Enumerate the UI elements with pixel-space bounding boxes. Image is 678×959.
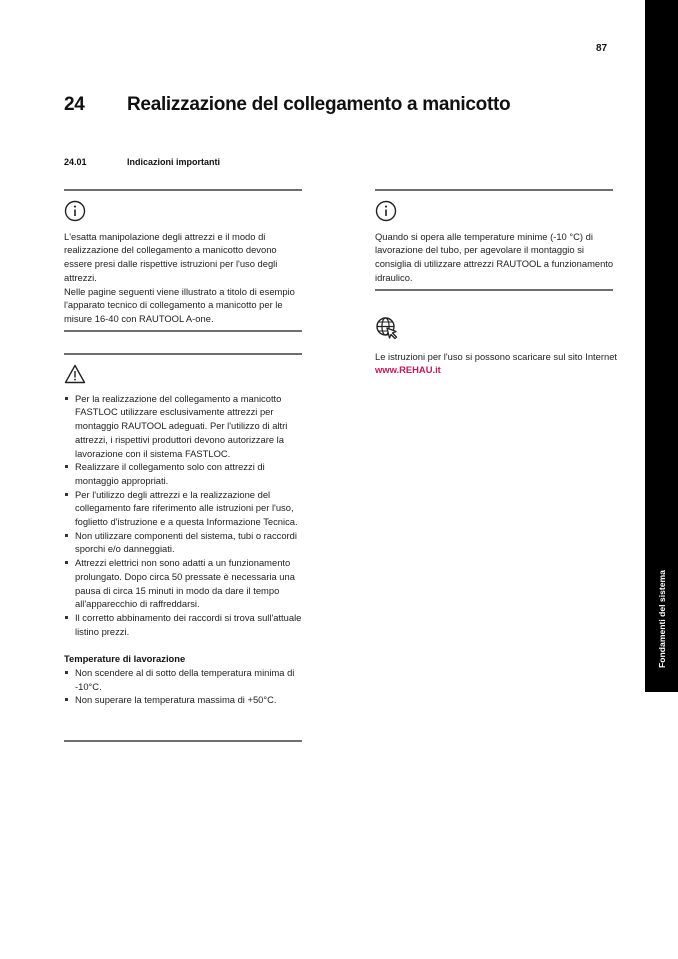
chapter-title: Realizzazione del collegamento a manicotto — [127, 94, 511, 115]
right-info-rule-bottom — [375, 289, 613, 291]
left-info-box — [64, 200, 304, 326]
info-paragraph: Quando si opera alle temperature minime (-10 °C) di lavorazione del tubo, per agevolare il montaggio si consiglia di utilizzare attrezzi RAUTOOL a funzionamento idraulico. — [375, 230, 614, 283]
warning-icon — [64, 364, 304, 388]
left-info-rule-bottom — [64, 330, 302, 332]
side-tab-label: Fondamenti del sistema — [656, 570, 667, 668]
info-paragraph: L'esatta manipolazione degli attrezzi e il modo di realizzazione del collegamento a manicotto devono essere presi dalle rispettive istruzioni per l'uso degli attrezzi. — [64, 230, 278, 283]
right-info-rule-top — [375, 189, 613, 191]
info-icon — [375, 200, 617, 226]
section-title: Indicazioni importanti — [127, 157, 221, 167]
rehau-website-link[interactable]: www.REHAU.it — [375, 364, 441, 376]
list-item: Non superare la temperatura massima di +50°C. — [64, 693, 304, 707]
web-link-icon — [375, 316, 617, 344]
web-note-label: Le istruzioni per l'uso si possono scaricare sul sito Internet — [375, 350, 618, 362]
right-info-box — [375, 200, 617, 285]
warning-rule-top — [64, 353, 302, 355]
list-item: Realizzare il collegamento solo con attrezzi di montaggio appropriati. — [64, 460, 304, 487]
warning-box — [64, 364, 304, 707]
left-info-rule-top — [64, 189, 302, 191]
web-note-text — [375, 350, 617, 377]
list-item: Attrezzi elettrici non sono adatti a un funzionamento prolungato. Dopo circa 50 pressate è necessaria una pausa di circa 15 minuti in modo da dare il tempo all'apparecchio di raffreddarsi. — [64, 556, 304, 611]
info-icon — [64, 200, 304, 226]
info-paragraph: Nelle pagine seguenti viene illustrato a titolo di esempio l'apparato tecnico di collegamento a manicotto per le misure 16-40 con RAUTOOL A-one. — [64, 285, 295, 324]
warning-list — [64, 392, 304, 639]
section-number: 24.01 — [64, 157, 87, 167]
side-tab — [645, 0, 678, 692]
list-item: Il corretto abbinamento dei raccordi si trova sull'attuale listino prezzi. — [64, 611, 304, 638]
temperature-subheading: Temperature di lavorazione — [64, 653, 186, 665]
temperature-list — [64, 666, 304, 707]
list-item: Non scendere al di sotto della temperatura minima di -10°C. — [64, 666, 304, 693]
list-item: Per l'utilizzo degli attrezzi e la realizzazione del collegamento fare riferimento alle istruzioni per l'uso, foglietto d'istruzione e a questa Informazione Tecnica. — [64, 488, 304, 529]
chapter-number: 24 — [64, 94, 85, 115]
list-item: Non utilizzare componenti del sistema, tubi o raccordi sporchi e/o danneggiati. — [64, 529, 304, 556]
page-number: 87 — [596, 43, 608, 54]
warning-rule-bottom — [64, 740, 302, 742]
web-note — [375, 316, 617, 377]
list-item: Per la realizzazione del collegamento a manicotto FASTLOC utilizzare esclusivamente attrezzi per montaggio RAUTOOL adeguati. Per l'utilizzo di altri attrezzi, i rispettivi produttori devono autorizzare la lavorazione con il sistema FASTLOC. — [64, 392, 304, 461]
